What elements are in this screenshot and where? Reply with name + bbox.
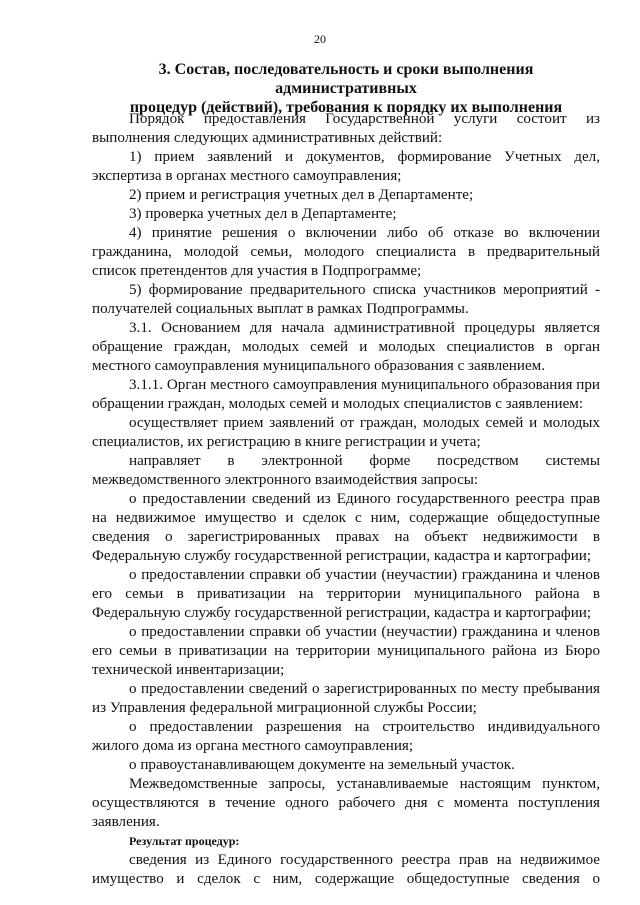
section-heading-line-1: 3. Состав, последовательность и сроки выполнения административных (158, 61, 534, 97)
document-body (92, 110, 600, 889)
sends-word: направляет (129, 453, 201, 469)
section-heading (92, 60, 600, 117)
request-3: о предоставлении справки об участии (неучастии) гражданина и членов его семьи в приватизации на территории муниципального района из Бюро технической инвентаризации; (92, 624, 600, 678)
page-number: 20 (314, 32, 326, 46)
result-label: Результат процедур: (129, 834, 240, 848)
interagency-paragraph: Межведомственные запросы, устанавливаемые настоящим пунктом, осуществляются в течение одного рабочего дня с момента поступления заявления. (92, 776, 600, 830)
sends-requests-first-line (92, 452, 600, 471)
request-4: о предоставлении сведений о зарегистрированных по месту пребывания из Управления федеральной миграционной службы России; (92, 681, 600, 716)
sends-word: электронной (261, 453, 343, 469)
sends-word: системы (545, 453, 600, 469)
request-2: о предоставлении справки об участии (неучастии) гражданина и членов его семьи в приватизации на территории муниципального района в Федеральную службу государственной регистрации, кадастра и картографии; (92, 567, 600, 621)
sends-requests-paragraph (92, 452, 600, 490)
sends-word: посредством (437, 453, 519, 469)
list-item-2: 2) прием и регистрация учетных дел в Департаменте; (129, 187, 474, 203)
list-item-3: 3) проверка учетных дел в Департаменте; (129, 206, 397, 222)
result-text: сведения из Единого государственного реестра прав на недвижимое имущество и сделок с ним, содержащие общедоступные сведения о (92, 852, 600, 887)
sends-requests-rest: межведомственного электронного взаимодействия запросы: (92, 472, 479, 488)
list-item-4: 4) принятие решения о включении либо об отказе во включении гражданина, молодой семьи, молодого специалиста в предварительный список претендентов для участия в Подпрограмме; (92, 225, 600, 279)
list-item-5: 5) формирование предварительного списка участников мероприятий - получателей социальных выплат в рамках Подпрограммы. (92, 282, 600, 317)
accepts-applications-paragraph: осуществляет прием заявлений от граждан, молодых семей и молодых специалистов, их регистрацию в книге регистрации и учета; (92, 415, 600, 450)
sends-word: в (227, 453, 235, 469)
sends-word: форме (369, 453, 411, 469)
intro-paragraph: Порядок предоставления Государственной услуги состоит из выполнения следующих административных действий: (92, 111, 600, 146)
paragraph-3-1: 3.1. Основанием для начала административной процедуры является обращение граждан, молодых семей и молодых специалистов в орган местного самоуправления муниципального образования с заявлением. (92, 320, 600, 374)
list-item-1: 1) прием заявлений и документов, формирование Учетных дел, экспертиза в органах местного самоуправления; (92, 149, 600, 184)
request-1: о предоставлении сведений из Единого государственного реестра прав на недвижимое имущество и сделок с ним, содержащие общедоступные сведения о зарегистрированных правах на объект недвижимости в Федеральную службу государственной регистрации, кадастра и картографии; (92, 491, 600, 564)
request-6: о правоустанавливающем документе на земельный участок. (129, 757, 515, 773)
paragraph-3-1-1: 3.1.1. Орган местного самоуправления муниципального образования при обращении граждан, молодых семей и молодых специалистов с заявлением: (92, 377, 600, 412)
section-heading-line-2: процедур (действий), требования к порядку их выполнения (129, 99, 563, 116)
request-5: о предоставлении разрешения на строительство индивидуального жилого дома из органа местного самоуправления; (92, 719, 600, 754)
